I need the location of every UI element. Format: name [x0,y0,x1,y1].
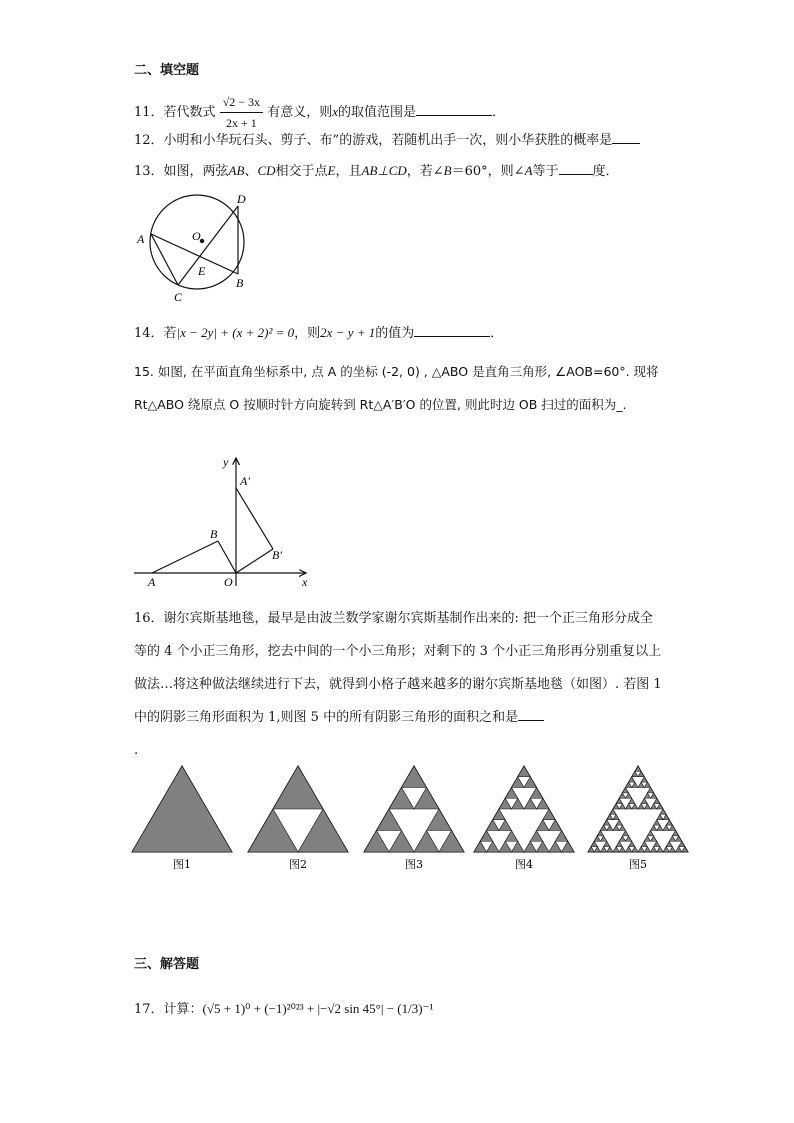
question-13 [134,160,619,182]
label-d: D [237,192,246,206]
q11-answer-blank[interactable] [416,101,492,116]
q11-text-end: 的取值范围是 [337,105,416,120]
q13-sep: 、 [244,164,258,179]
q13-text-6: 等于 [532,164,559,179]
q11-fraction [220,92,263,133]
q14-end: ． [490,326,504,341]
q12-text: 12．小明和小华玩石头、剪子、布”的游戏，若随机出手一次，则小华获胜的概率是 [134,133,613,148]
q14-text-2: ，则 [294,326,321,341]
shaded-triangle-fig3 [402,766,427,788]
section-title-fill-blank: 二、填空题 [134,63,200,78]
label-y: y [223,455,229,469]
q16-answer-blank[interactable] [518,706,544,721]
q13-perp: AB⊥CD [361,163,407,178]
caption-fig4: 图4 [515,858,533,871]
caption-fig2: 图2 [289,858,307,871]
q16-sierpinski-figures [130,762,695,877]
q14-text-1: 14．若 [134,326,177,341]
label-b-prime: B′ [272,548,282,562]
q12-answer-blank[interactable] [612,129,640,144]
q11-numerator: √2 − 3x [220,92,263,113]
question-14 [134,322,503,344]
chord-ac [151,234,178,285]
q13-text-4: ，若∠ [406,164,444,179]
q11-denominator: 2x + 1 [225,116,257,130]
label-b: B [236,276,244,290]
segment-a-prime-b-prime [236,488,273,549]
q13-answer-blank[interactable] [559,160,593,175]
q11-end: ． [492,105,506,120]
label-b: B [210,527,218,541]
shaded-triangle-fig1 [132,766,232,852]
section-title-solve: 三、解答题 [134,957,200,972]
label-o: O [192,229,201,243]
shaded-triangle-fig5 [635,766,641,771]
q16-text: 16．谢尔宾斯基地毯，最早是由波兰数学家谢尔宾斯基制作出来的: 把一个正三角形分成全等的 4 个小正三角形，挖去中间的一个小三角形；对剩下的 3 个小正三角形再分别重复以上做法…将这种做法继续进行下去，就得到小格子越来越多的谢尔宾斯基地毯（如图）. 若图 1 中的阴影三角形面积为 1,则图 5 中的所有阴影三角形的面积之和是 [134,611,662,725]
question-11 [134,92,505,133]
segment-ab [152,541,218,573]
q13-cd: CD [257,163,276,178]
label-c: C [174,290,183,304]
shaded-triangle-fig2 [273,766,323,809]
label-e: E [198,264,206,278]
q17-prefix: 17．计算： [134,1002,203,1017]
q13-e: E [327,163,336,178]
q14-text-3: 的值为 [375,326,415,341]
q11-var: x [332,104,338,119]
q13-text-1: 13．如图，两弦 [134,164,229,179]
chord-cd [178,206,238,285]
label-x: x [302,575,308,589]
q14-equation: |x − 2y| + (x + 2)² = 0 [176,325,295,340]
q13-b: B [443,163,452,178]
q13-a: A [524,163,533,178]
question-16 [134,602,664,767]
q15-coordinate-figure [130,452,315,590]
q13-text-5: ＝60°，则∠ [451,164,525,179]
q11-text-mid: 有意义，则 [267,105,333,120]
question-12 [134,129,640,151]
q13-text-3: ，且 [335,164,362,179]
label-a: A [148,575,156,589]
caption-fig3: 图3 [405,858,423,871]
q13-circle-figure [130,188,270,306]
q13-ab: AB [228,163,245,178]
q14-answer-blank[interactable] [414,322,490,337]
label-a: A [137,232,145,246]
shaded-triangle-fig4 [518,766,531,777]
q13-text-7: 度． [592,164,619,179]
q14-expression: 2x − y + 1 [320,325,376,340]
label-o: O [224,575,233,589]
label-a-prime: A′ [240,474,250,488]
segment-b-prime-o [236,549,273,573]
caption-fig5: 图5 [629,858,647,871]
q16-end: . [134,743,139,758]
q11-prefix: 11．若代数式 [134,105,216,120]
question-15: 15. 如图, 在平面直角坐标系中, 点 A 的坐标 (-2, 0) , △ABO 是直角三角形, ∠AOB=60°. 现将 Rt△ABO 绕原点 O 按顺时针方向旋转到 Rt△A′B′O 的位置, 则此时边 OB 扫过的面积为_. [134,364,659,412]
segment-bo [218,541,236,573]
q17-expression: (√5 + 1)⁰ + (−1)²⁰²³ + |−√2 sin 45°| − (1/3)⁻¹ [202,1001,434,1016]
caption-fig1: 图1 [173,858,191,871]
q13-text-2: 相交于点 [275,164,328,179]
question-17 [134,999,433,1020]
